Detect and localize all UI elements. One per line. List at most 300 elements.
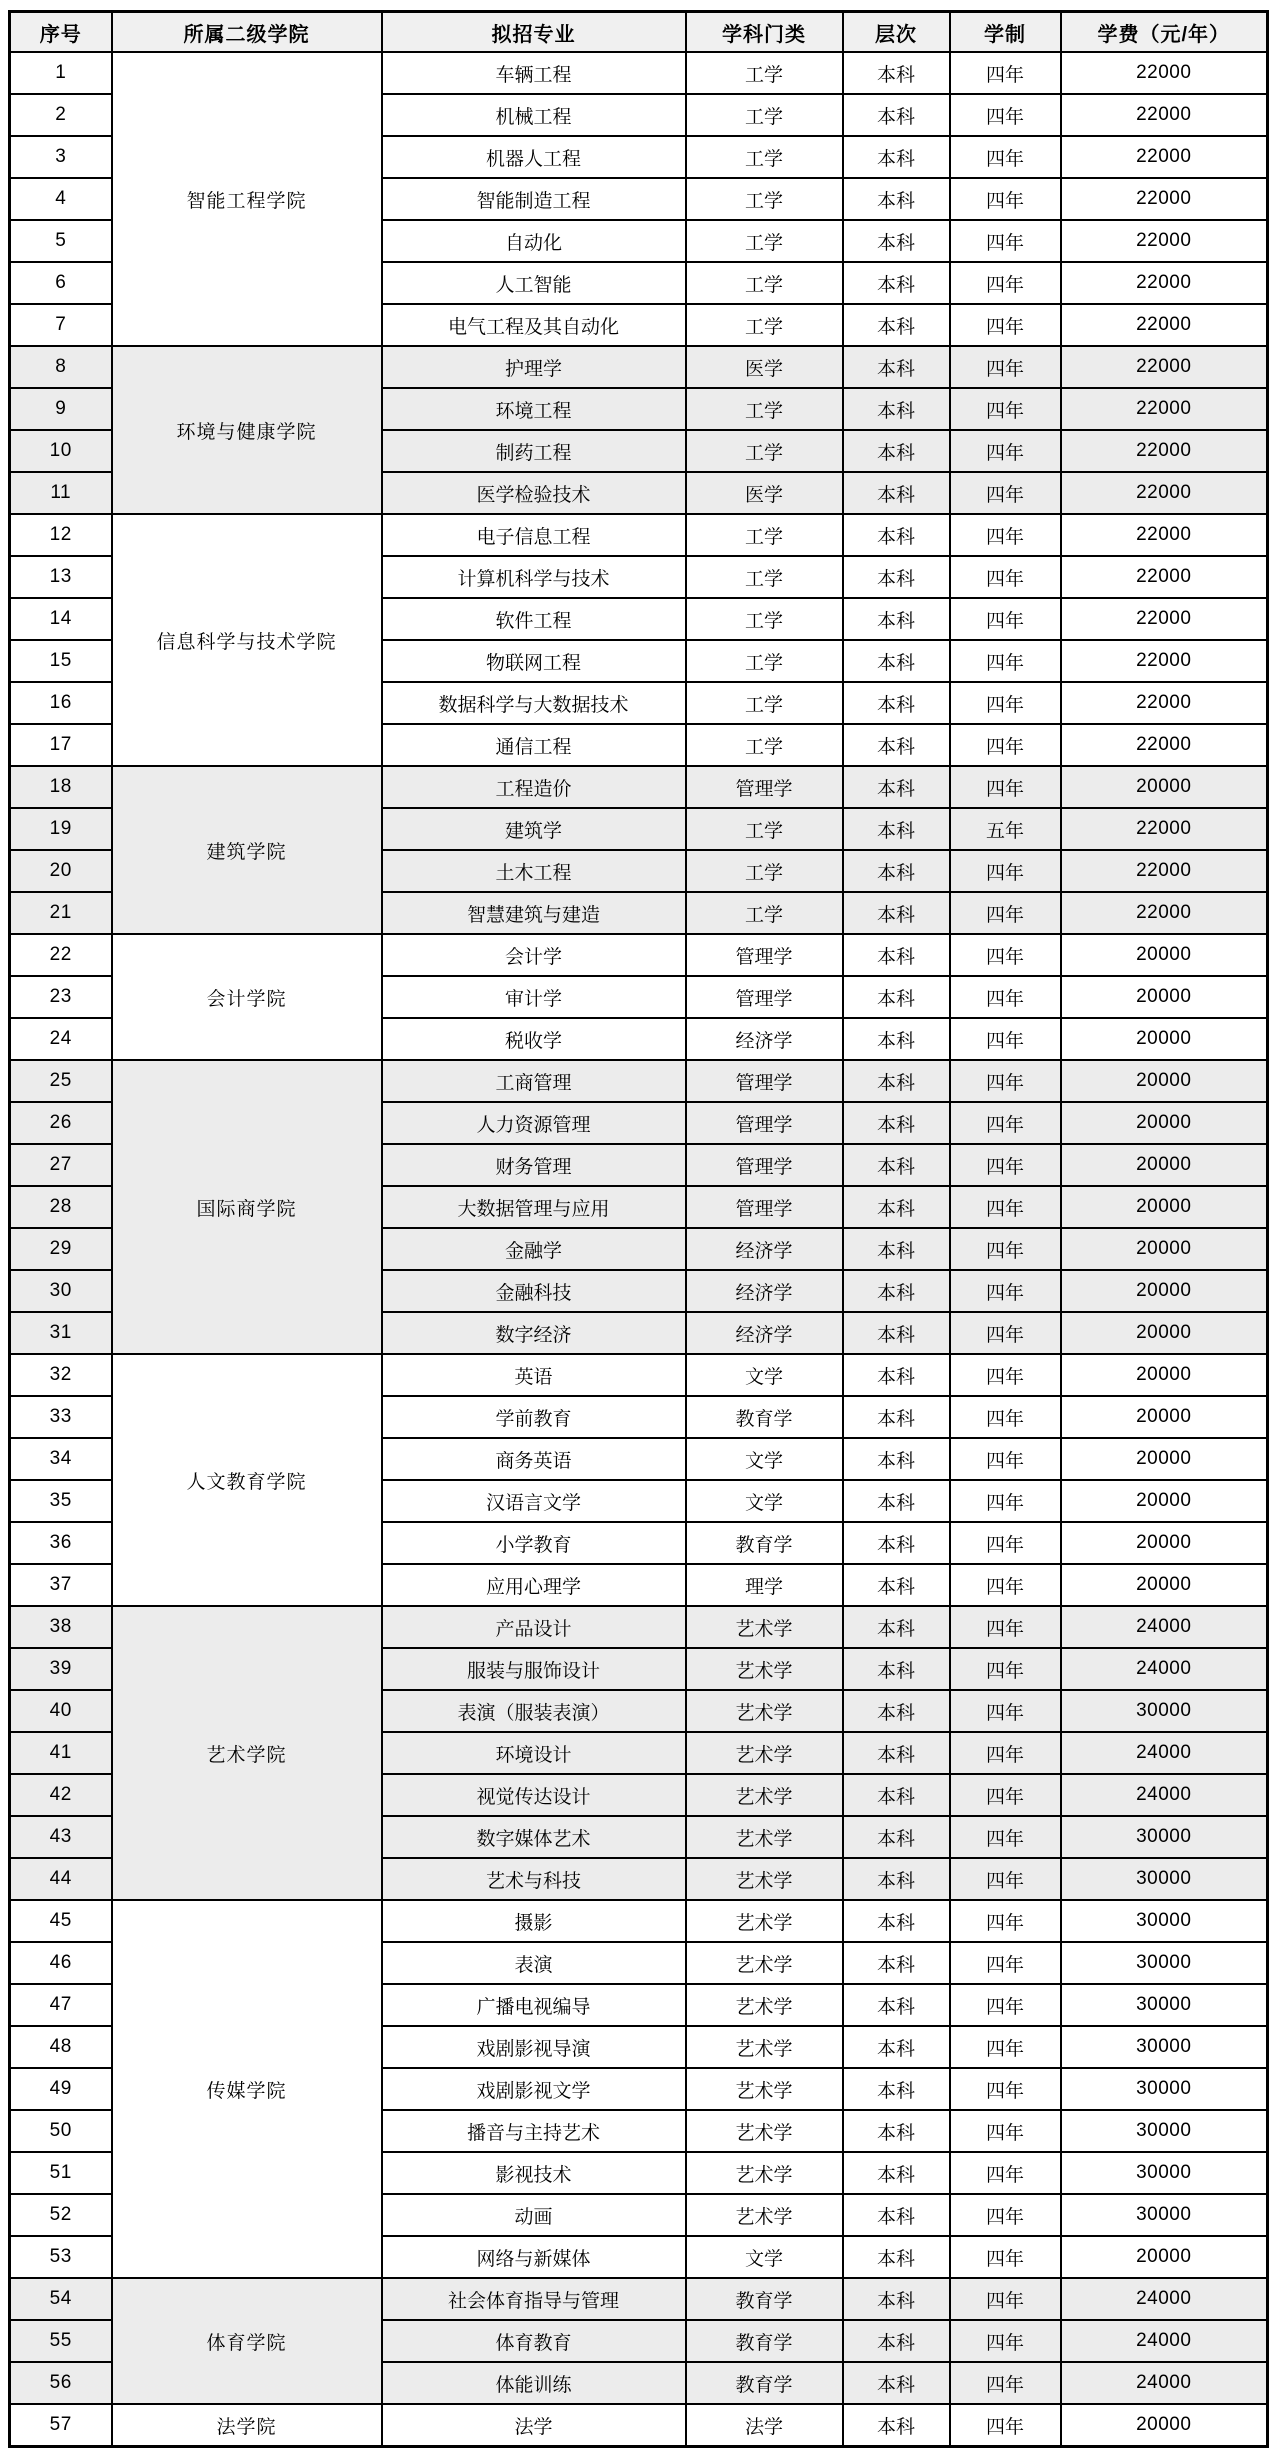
major-cell: 人力资源管理 bbox=[382, 1102, 686, 1144]
level-cell: 本科 bbox=[843, 808, 950, 850]
row-number-cell: 20 bbox=[10, 850, 112, 892]
fee-cell: 20000 bbox=[1061, 1354, 1268, 1396]
fee-cell: 24000 bbox=[1061, 1606, 1268, 1648]
enrollment-majors-table bbox=[8, 10, 1269, 2448]
category-cell: 管理学 bbox=[686, 976, 843, 1018]
row-number-cell: 57 bbox=[10, 2404, 112, 2447]
duration-cell: 四年 bbox=[950, 220, 1061, 262]
fee-cell: 30000 bbox=[1061, 1984, 1268, 2026]
fee-cell: 30000 bbox=[1061, 1816, 1268, 1858]
duration-cell: 四年 bbox=[950, 1816, 1061, 1858]
level-cell: 本科 bbox=[843, 430, 950, 472]
table-row bbox=[10, 1900, 1268, 1942]
fee-cell: 22000 bbox=[1061, 514, 1268, 556]
row-number-cell: 44 bbox=[10, 1858, 112, 1900]
major-cell: 表演（服装表演） bbox=[382, 1690, 686, 1732]
row-number-cell: 18 bbox=[10, 766, 112, 808]
level-cell: 本科 bbox=[843, 640, 950, 682]
category-cell: 法学 bbox=[686, 2404, 843, 2447]
duration-cell: 四年 bbox=[950, 346, 1061, 388]
major-cell: 戏剧影视导演 bbox=[382, 2026, 686, 2068]
category-cell: 教育学 bbox=[686, 2278, 843, 2320]
college-cell: 人文教育学院 bbox=[112, 1354, 382, 1606]
level-cell: 本科 bbox=[843, 346, 950, 388]
row-number-cell: 35 bbox=[10, 1480, 112, 1522]
category-cell: 教育学 bbox=[686, 2320, 843, 2362]
fee-cell: 30000 bbox=[1061, 2194, 1268, 2236]
enrollment-table-container bbox=[8, 10, 1266, 2448]
header-fee: 学费（元/年） bbox=[1061, 12, 1268, 53]
category-cell: 工学 bbox=[686, 388, 843, 430]
duration-cell: 四年 bbox=[950, 2110, 1061, 2152]
fee-cell: 20000 bbox=[1061, 1228, 1268, 1270]
college-cell: 法学院 bbox=[112, 2404, 382, 2447]
level-cell: 本科 bbox=[843, 1900, 950, 1942]
level-cell: 本科 bbox=[843, 2026, 950, 2068]
level-cell: 本科 bbox=[843, 1564, 950, 1606]
category-cell: 教育学 bbox=[686, 1396, 843, 1438]
major-cell: 摄影 bbox=[382, 1900, 686, 1942]
duration-cell: 四年 bbox=[950, 1144, 1061, 1186]
row-number-cell: 2 bbox=[10, 94, 112, 136]
category-cell: 工学 bbox=[686, 52, 843, 94]
level-cell: 本科 bbox=[843, 388, 950, 430]
fee-cell: 22000 bbox=[1061, 388, 1268, 430]
fee-cell: 30000 bbox=[1061, 1690, 1268, 1732]
major-cell: 体育教育 bbox=[382, 2320, 686, 2362]
major-cell: 机械工程 bbox=[382, 94, 686, 136]
category-cell: 艺术学 bbox=[686, 1606, 843, 1648]
category-cell: 文学 bbox=[686, 1354, 843, 1396]
duration-cell: 四年 bbox=[950, 1018, 1061, 1060]
major-cell: 戏剧影视文学 bbox=[382, 2068, 686, 2110]
category-cell: 工学 bbox=[686, 220, 843, 262]
fee-cell: 30000 bbox=[1061, 2068, 1268, 2110]
duration-cell: 四年 bbox=[950, 1522, 1061, 1564]
duration-cell: 四年 bbox=[950, 2404, 1061, 2447]
row-number-cell: 54 bbox=[10, 2278, 112, 2320]
fee-cell: 20000 bbox=[1061, 976, 1268, 1018]
major-cell: 工程造价 bbox=[382, 766, 686, 808]
duration-cell: 四年 bbox=[950, 640, 1061, 682]
duration-cell: 四年 bbox=[950, 262, 1061, 304]
fee-cell: 20000 bbox=[1061, 1144, 1268, 1186]
level-cell: 本科 bbox=[843, 1060, 950, 1102]
category-cell: 艺术学 bbox=[686, 2026, 843, 2068]
category-cell: 工学 bbox=[686, 808, 843, 850]
duration-cell: 四年 bbox=[950, 1648, 1061, 1690]
major-cell: 社会体育指导与管理 bbox=[382, 2278, 686, 2320]
table-row bbox=[10, 346, 1268, 388]
major-cell: 税收学 bbox=[382, 1018, 686, 1060]
duration-cell: 四年 bbox=[950, 388, 1061, 430]
fee-cell: 30000 bbox=[1061, 2152, 1268, 2194]
row-number-cell: 22 bbox=[10, 934, 112, 976]
duration-cell: 四年 bbox=[950, 1396, 1061, 1438]
fee-cell: 20000 bbox=[1061, 934, 1268, 976]
category-cell: 艺术学 bbox=[686, 1732, 843, 1774]
level-cell: 本科 bbox=[843, 1648, 950, 1690]
fee-cell: 22000 bbox=[1061, 136, 1268, 178]
row-number-cell: 45 bbox=[10, 1900, 112, 1942]
duration-cell: 四年 bbox=[950, 94, 1061, 136]
table-row bbox=[10, 1060, 1268, 1102]
duration-cell: 四年 bbox=[950, 1564, 1061, 1606]
row-number-cell: 8 bbox=[10, 346, 112, 388]
fee-cell: 20000 bbox=[1061, 1312, 1268, 1354]
row-number-cell: 23 bbox=[10, 976, 112, 1018]
category-cell: 工学 bbox=[686, 136, 843, 178]
major-cell: 人工智能 bbox=[382, 262, 686, 304]
major-cell: 会计学 bbox=[382, 934, 686, 976]
duration-cell: 四年 bbox=[950, 2320, 1061, 2362]
level-cell: 本科 bbox=[843, 1606, 950, 1648]
category-cell: 艺术学 bbox=[686, 2068, 843, 2110]
category-cell: 管理学 bbox=[686, 1186, 843, 1228]
duration-cell: 四年 bbox=[950, 2068, 1061, 2110]
fee-cell: 22000 bbox=[1061, 472, 1268, 514]
category-cell: 管理学 bbox=[686, 1102, 843, 1144]
college-cell: 艺术学院 bbox=[112, 1606, 382, 1900]
table-row bbox=[10, 514, 1268, 556]
major-cell: 护理学 bbox=[382, 346, 686, 388]
row-number-cell: 10 bbox=[10, 430, 112, 472]
duration-cell: 四年 bbox=[950, 556, 1061, 598]
category-cell: 文学 bbox=[686, 1438, 843, 1480]
level-cell: 本科 bbox=[843, 1774, 950, 1816]
duration-cell: 四年 bbox=[950, 2026, 1061, 2068]
row-number-cell: 51 bbox=[10, 2152, 112, 2194]
category-cell: 工学 bbox=[686, 304, 843, 346]
level-cell: 本科 bbox=[843, 1396, 950, 1438]
row-number-cell: 12 bbox=[10, 514, 112, 556]
fee-cell: 30000 bbox=[1061, 2110, 1268, 2152]
fee-cell: 22000 bbox=[1061, 430, 1268, 472]
major-cell: 艺术与科技 bbox=[382, 1858, 686, 1900]
level-cell: 本科 bbox=[843, 304, 950, 346]
level-cell: 本科 bbox=[843, 2320, 950, 2362]
duration-cell: 四年 bbox=[950, 2152, 1061, 2194]
level-cell: 本科 bbox=[843, 766, 950, 808]
major-cell: 表演 bbox=[382, 1942, 686, 1984]
duration-cell: 四年 bbox=[950, 1228, 1061, 1270]
row-number-cell: 14 bbox=[10, 598, 112, 640]
row-number-cell: 56 bbox=[10, 2362, 112, 2404]
category-cell: 经济学 bbox=[686, 1270, 843, 1312]
fee-cell: 20000 bbox=[1061, 1438, 1268, 1480]
fee-cell: 22000 bbox=[1061, 892, 1268, 934]
row-number-cell: 29 bbox=[10, 1228, 112, 1270]
duration-cell: 四年 bbox=[950, 2362, 1061, 2404]
header-category: 学科门类 bbox=[686, 12, 843, 53]
duration-cell: 四年 bbox=[950, 514, 1061, 556]
row-number-cell: 16 bbox=[10, 682, 112, 724]
major-cell: 商务英语 bbox=[382, 1438, 686, 1480]
duration-cell: 四年 bbox=[950, 472, 1061, 514]
row-number-cell: 32 bbox=[10, 1354, 112, 1396]
category-cell: 艺术学 bbox=[686, 1984, 843, 2026]
category-cell: 艺术学 bbox=[686, 1942, 843, 1984]
duration-cell: 四年 bbox=[950, 1186, 1061, 1228]
table-row bbox=[10, 2278, 1268, 2320]
category-cell: 工学 bbox=[686, 94, 843, 136]
level-cell: 本科 bbox=[843, 1102, 950, 1144]
college-cell: 环境与健康学院 bbox=[112, 346, 382, 514]
fee-cell: 24000 bbox=[1061, 1732, 1268, 1774]
level-cell: 本科 bbox=[843, 1858, 950, 1900]
level-cell: 本科 bbox=[843, 136, 950, 178]
category-cell: 艺术学 bbox=[686, 2152, 843, 2194]
category-cell: 工学 bbox=[686, 850, 843, 892]
duration-cell: 四年 bbox=[950, 1480, 1061, 1522]
level-cell: 本科 bbox=[843, 598, 950, 640]
row-number-cell: 26 bbox=[10, 1102, 112, 1144]
row-number-cell: 40 bbox=[10, 1690, 112, 1732]
category-cell: 医学 bbox=[686, 346, 843, 388]
level-cell: 本科 bbox=[843, 1144, 950, 1186]
fee-cell: 22000 bbox=[1061, 220, 1268, 262]
row-number-cell: 17 bbox=[10, 724, 112, 766]
duration-cell: 五年 bbox=[950, 808, 1061, 850]
major-cell: 车辆工程 bbox=[382, 52, 686, 94]
major-cell: 自动化 bbox=[382, 220, 686, 262]
major-cell: 应用心理学 bbox=[382, 1564, 686, 1606]
row-number-cell: 13 bbox=[10, 556, 112, 598]
major-cell: 数字媒体艺术 bbox=[382, 1816, 686, 1858]
fee-cell: 22000 bbox=[1061, 262, 1268, 304]
category-cell: 工学 bbox=[686, 556, 843, 598]
duration-cell: 四年 bbox=[950, 1900, 1061, 1942]
row-number-cell: 5 bbox=[10, 220, 112, 262]
fee-cell: 22000 bbox=[1061, 724, 1268, 766]
row-number-cell: 21 bbox=[10, 892, 112, 934]
fee-cell: 30000 bbox=[1061, 2026, 1268, 2068]
duration-cell: 四年 bbox=[950, 766, 1061, 808]
fee-cell: 20000 bbox=[1061, 2236, 1268, 2278]
category-cell: 管理学 bbox=[686, 1144, 843, 1186]
major-cell: 环境工程 bbox=[382, 388, 686, 430]
level-cell: 本科 bbox=[843, 1480, 950, 1522]
level-cell: 本科 bbox=[843, 262, 950, 304]
level-cell: 本科 bbox=[843, 724, 950, 766]
category-cell: 经济学 bbox=[686, 1228, 843, 1270]
level-cell: 本科 bbox=[843, 2110, 950, 2152]
row-number-cell: 7 bbox=[10, 304, 112, 346]
table-row bbox=[10, 1606, 1268, 1648]
fee-cell: 30000 bbox=[1061, 1900, 1268, 1942]
level-cell: 本科 bbox=[843, 220, 950, 262]
row-number-cell: 24 bbox=[10, 1018, 112, 1060]
row-number-cell: 30 bbox=[10, 1270, 112, 1312]
major-cell: 电气工程及其自动化 bbox=[382, 304, 686, 346]
fee-cell: 20000 bbox=[1061, 2404, 1268, 2447]
major-cell: 制药工程 bbox=[382, 430, 686, 472]
major-cell: 财务管理 bbox=[382, 1144, 686, 1186]
major-cell: 大数据管理与应用 bbox=[382, 1186, 686, 1228]
duration-cell: 四年 bbox=[950, 1438, 1061, 1480]
row-number-cell: 4 bbox=[10, 178, 112, 220]
level-cell: 本科 bbox=[843, 934, 950, 976]
fee-cell: 22000 bbox=[1061, 808, 1268, 850]
category-cell: 艺术学 bbox=[686, 1900, 843, 1942]
duration-cell: 四年 bbox=[950, 1060, 1061, 1102]
duration-cell: 四年 bbox=[950, 136, 1061, 178]
duration-cell: 四年 bbox=[950, 1858, 1061, 1900]
level-cell: 本科 bbox=[843, 1522, 950, 1564]
fee-cell: 22000 bbox=[1061, 850, 1268, 892]
category-cell: 教育学 bbox=[686, 2362, 843, 2404]
table-row bbox=[10, 1354, 1268, 1396]
level-cell: 本科 bbox=[843, 1186, 950, 1228]
major-cell: 审计学 bbox=[382, 976, 686, 1018]
row-number-cell: 3 bbox=[10, 136, 112, 178]
duration-cell: 四年 bbox=[950, 1102, 1061, 1144]
major-cell: 计算机科学与技术 bbox=[382, 556, 686, 598]
fee-cell: 22000 bbox=[1061, 682, 1268, 724]
major-cell: 影视技术 bbox=[382, 2152, 686, 2194]
duration-cell: 四年 bbox=[950, 850, 1061, 892]
row-number-cell: 46 bbox=[10, 1942, 112, 1984]
major-cell: 视觉传达设计 bbox=[382, 1774, 686, 1816]
duration-cell: 四年 bbox=[950, 430, 1061, 472]
major-cell: 汉语言文学 bbox=[382, 1480, 686, 1522]
fee-cell: 20000 bbox=[1061, 1186, 1268, 1228]
level-cell: 本科 bbox=[843, 52, 950, 94]
fee-cell: 20000 bbox=[1061, 1102, 1268, 1144]
duration-cell: 四年 bbox=[950, 2278, 1061, 2320]
category-cell: 艺术学 bbox=[686, 1774, 843, 1816]
major-cell: 服装与服饰设计 bbox=[382, 1648, 686, 1690]
level-cell: 本科 bbox=[843, 1228, 950, 1270]
major-cell: 电子信息工程 bbox=[382, 514, 686, 556]
major-cell: 动画 bbox=[382, 2194, 686, 2236]
fee-cell: 20000 bbox=[1061, 1396, 1268, 1438]
row-number-cell: 1 bbox=[10, 52, 112, 94]
category-cell: 艺术学 bbox=[686, 1690, 843, 1732]
fee-cell: 24000 bbox=[1061, 1774, 1268, 1816]
fee-cell: 22000 bbox=[1061, 556, 1268, 598]
header-college: 所属二级学院 bbox=[112, 12, 382, 53]
major-cell: 机器人工程 bbox=[382, 136, 686, 178]
header-duration: 学制 bbox=[950, 12, 1061, 53]
row-number-cell: 49 bbox=[10, 2068, 112, 2110]
major-cell: 医学检验技术 bbox=[382, 472, 686, 514]
major-cell: 土木工程 bbox=[382, 850, 686, 892]
level-cell: 本科 bbox=[843, 892, 950, 934]
level-cell: 本科 bbox=[843, 1942, 950, 1984]
row-number-cell: 6 bbox=[10, 262, 112, 304]
major-cell: 法学 bbox=[382, 2404, 686, 2447]
category-cell: 工学 bbox=[686, 724, 843, 766]
level-cell: 本科 bbox=[843, 472, 950, 514]
row-number-cell: 31 bbox=[10, 1312, 112, 1354]
category-cell: 艺术学 bbox=[686, 1858, 843, 1900]
row-number-cell: 27 bbox=[10, 1144, 112, 1186]
major-cell: 物联网工程 bbox=[382, 640, 686, 682]
major-cell: 播音与主持艺术 bbox=[382, 2110, 686, 2152]
row-number-cell: 38 bbox=[10, 1606, 112, 1648]
duration-cell: 四年 bbox=[950, 1606, 1061, 1648]
duration-cell: 四年 bbox=[950, 934, 1061, 976]
fee-cell: 24000 bbox=[1061, 1648, 1268, 1690]
fee-cell: 22000 bbox=[1061, 94, 1268, 136]
row-number-cell: 52 bbox=[10, 2194, 112, 2236]
level-cell: 本科 bbox=[843, 94, 950, 136]
level-cell: 本科 bbox=[843, 2404, 950, 2447]
major-cell: 建筑学 bbox=[382, 808, 686, 850]
college-cell: 会计学院 bbox=[112, 934, 382, 1060]
level-cell: 本科 bbox=[843, 1816, 950, 1858]
fee-cell: 24000 bbox=[1061, 2362, 1268, 2404]
major-cell: 网络与新媒体 bbox=[382, 2236, 686, 2278]
major-cell: 学前教育 bbox=[382, 1396, 686, 1438]
category-cell: 艺术学 bbox=[686, 1816, 843, 1858]
major-cell: 软件工程 bbox=[382, 598, 686, 640]
duration-cell: 四年 bbox=[950, 2236, 1061, 2278]
table-row bbox=[10, 934, 1268, 976]
level-cell: 本科 bbox=[843, 976, 950, 1018]
duration-cell: 四年 bbox=[950, 1942, 1061, 1984]
category-cell: 工学 bbox=[686, 430, 843, 472]
category-cell: 工学 bbox=[686, 640, 843, 682]
category-cell: 教育学 bbox=[686, 1522, 843, 1564]
table-row bbox=[10, 52, 1268, 94]
row-number-cell: 41 bbox=[10, 1732, 112, 1774]
category-cell: 文学 bbox=[686, 2236, 843, 2278]
level-cell: 本科 bbox=[843, 1354, 950, 1396]
row-number-cell: 11 bbox=[10, 472, 112, 514]
fee-cell: 20000 bbox=[1061, 1564, 1268, 1606]
major-cell: 产品设计 bbox=[382, 1606, 686, 1648]
major-cell: 英语 bbox=[382, 1354, 686, 1396]
category-cell: 经济学 bbox=[686, 1018, 843, 1060]
category-cell: 经济学 bbox=[686, 1312, 843, 1354]
duration-cell: 四年 bbox=[950, 724, 1061, 766]
row-number-cell: 36 bbox=[10, 1522, 112, 1564]
major-cell: 金融学 bbox=[382, 1228, 686, 1270]
level-cell: 本科 bbox=[843, 2152, 950, 2194]
duration-cell: 四年 bbox=[950, 1984, 1061, 2026]
row-number-cell: 33 bbox=[10, 1396, 112, 1438]
category-cell: 文学 bbox=[686, 1480, 843, 1522]
major-cell: 数据科学与大数据技术 bbox=[382, 682, 686, 724]
row-number-cell: 47 bbox=[10, 1984, 112, 2026]
category-cell: 管理学 bbox=[686, 934, 843, 976]
row-number-cell: 34 bbox=[10, 1438, 112, 1480]
fee-cell: 24000 bbox=[1061, 2320, 1268, 2362]
major-cell: 工商管理 bbox=[382, 1060, 686, 1102]
college-cell: 传媒学院 bbox=[112, 1900, 382, 2278]
fee-cell: 20000 bbox=[1061, 1480, 1268, 1522]
fee-cell: 22000 bbox=[1061, 304, 1268, 346]
category-cell: 管理学 bbox=[686, 1060, 843, 1102]
table-body bbox=[10, 52, 1268, 2447]
fee-cell: 22000 bbox=[1061, 178, 1268, 220]
header-row bbox=[10, 12, 1268, 53]
level-cell: 本科 bbox=[843, 1690, 950, 1732]
fee-cell: 20000 bbox=[1061, 1522, 1268, 1564]
row-number-cell: 15 bbox=[10, 640, 112, 682]
fee-cell: 20000 bbox=[1061, 1270, 1268, 1312]
header-level: 层次 bbox=[843, 12, 950, 53]
level-cell: 本科 bbox=[843, 2362, 950, 2404]
level-cell: 本科 bbox=[843, 178, 950, 220]
major-cell: 数字经济 bbox=[382, 1312, 686, 1354]
level-cell: 本科 bbox=[843, 2278, 950, 2320]
fee-cell: 20000 bbox=[1061, 1018, 1268, 1060]
level-cell: 本科 bbox=[843, 514, 950, 556]
level-cell: 本科 bbox=[843, 2236, 950, 2278]
